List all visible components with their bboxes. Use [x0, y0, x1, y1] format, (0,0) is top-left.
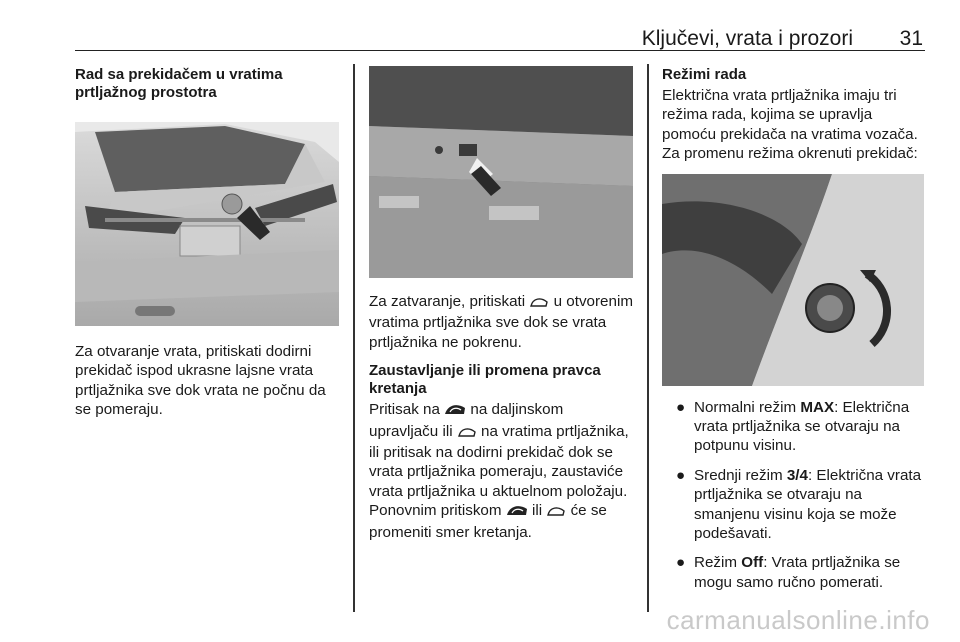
modes-list: [662, 398, 928, 593]
remote-tailgate-icon: [506, 503, 528, 522]
tailgate-interior-close-button-illustration: [369, 66, 633, 278]
tailgate-icon: [546, 503, 566, 522]
driver-door-rotary-mode-switch-illustration: [662, 174, 924, 386]
bullet: ●: [676, 554, 686, 572]
paragraph-close: Za zatvaranje, pritiskati u otvorenim vratima prtljažnika sve dok se vrata prtljažnika ne pokrenu.: [369, 293, 633, 351]
bullet: ●: [676, 466, 686, 484]
column-2: [369, 66, 635, 552]
bullet: ●: [676, 398, 686, 416]
column-1: [75, 66, 343, 430]
column-divider-right: [647, 64, 649, 612]
remote-tailgate-icon: [444, 402, 466, 421]
figure-rotary-switch: [662, 174, 924, 386]
list-item-mode-34: ● Srednji režim 3/4: Električna vrata prtljažnika se otvaraju na smanjenu visinu koja se može podešavati.: [676, 466, 922, 543]
watermark: carmanualsonline.info: [666, 605, 930, 635]
column-3: [662, 66, 928, 602]
figure-car-rear: [75, 122, 339, 326]
tailgate-icon: [457, 424, 477, 443]
car-rear-tailgate-switch-illustration: [75, 122, 339, 326]
list-item-mode-max: ● Normalni režim MAX: Električna vrata prtljažnika se otvaraju na potpunu visinu.: [676, 398, 910, 455]
tailgate-icon: [529, 294, 549, 313]
column-divider-left: [353, 64, 355, 612]
page-number: 31: [899, 27, 923, 50]
figure-tailgate-interior: [369, 66, 633, 278]
section-heading-switch: Rad sa prekidačem u vratima prtljažnog prostotra: [75, 66, 283, 101]
list-item-mode-off: ● Režim Off: Vrata prtljažnika se mogu samo ručno pomerati.: [676, 554, 901, 591]
page-header: [75, 28, 925, 51]
paragraph-open: Za otvaranje vrata, pritiskati dodirni prekidač ispod ukrasne lajsne vrata prtljažnika sve dok vrata ne počnu da se pomeraju.: [75, 343, 326, 419]
paragraph-stop: Pritisak na na daljinskom upravljaču ili na vratima prtljažnika, ili pritisak na dodirni prekidač dok se vrata prtljažnika pomeraju, zaustaviće vrata prtljažnika u aktuelnom položaju. Ponovnim pritiskom ili će se promeniti smer kretanja.: [369, 401, 629, 541]
paragraph-modes-intro: Električna vrata prtljažnika imaju tri režima rada, kojima se upravlja pomoću prekidača na vratima vozača. Za promenu režima okrenuti prekidač:: [662, 87, 918, 163]
section-heading-stop: Zaustavljanje ili promena pravca kretanja: [369, 362, 601, 398]
section-title: Ključevi, vrata i prozori: [641, 27, 853, 50]
section-heading-modes: Režimi rada: [662, 66, 747, 83]
